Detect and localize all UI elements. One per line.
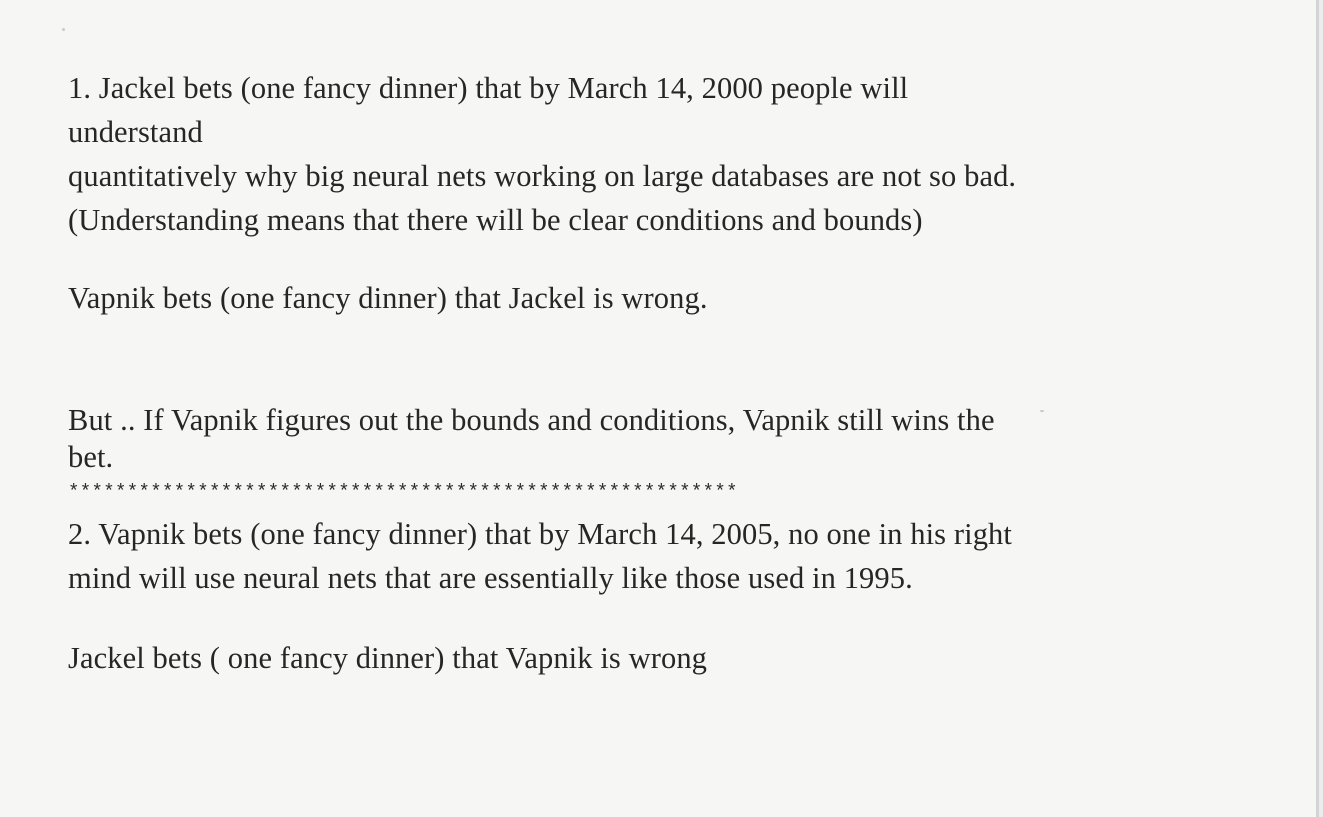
- bet-1-section: [68, 66, 1278, 472]
- scan-speck: [62, 28, 65, 31]
- paragraph-gap: [68, 320, 1278, 398]
- document-body: [68, 66, 1278, 680]
- bet-2-line: 2. Vapnik bets (one fancy dinner) that by March 14, 2005, no one in his right: [68, 517, 1012, 551]
- bet-2-counter-bet: Jackel bets ( one fancy dinner) that Vapnik is wrong: [68, 641, 708, 675]
- bet-2-section: [68, 512, 1278, 680]
- bet-1-caveat-line: But .. If Vapnik figures out the bounds and conditions, Vapnik still wins the: [68, 403, 995, 437]
- bet-1-line: (Understanding means that there will be clear conditions and bounds): [68, 203, 923, 237]
- bet-2-line: mind will use neural nets that are essentially like those used in 1995.: [68, 561, 913, 595]
- paragraph-gap: [68, 600, 1278, 636]
- asterisk-separator: *********************************************************: [68, 481, 738, 503]
- bet-1-line: quantitatively why big neural nets working on large databases are not so bad.: [68, 159, 1017, 193]
- bet-1-caveat-line: bet.: [68, 440, 114, 474]
- bet-1-line: understand: [68, 115, 203, 149]
- paragraph-gap: [68, 242, 1278, 276]
- bet-1-line: 1. Jackel bets (one fancy dinner) that by March 14, 2000 people will: [68, 71, 909, 105]
- bet-1-counter-bet: Vapnik bets (one fancy dinner) that Jackel is wrong.: [68, 281, 708, 315]
